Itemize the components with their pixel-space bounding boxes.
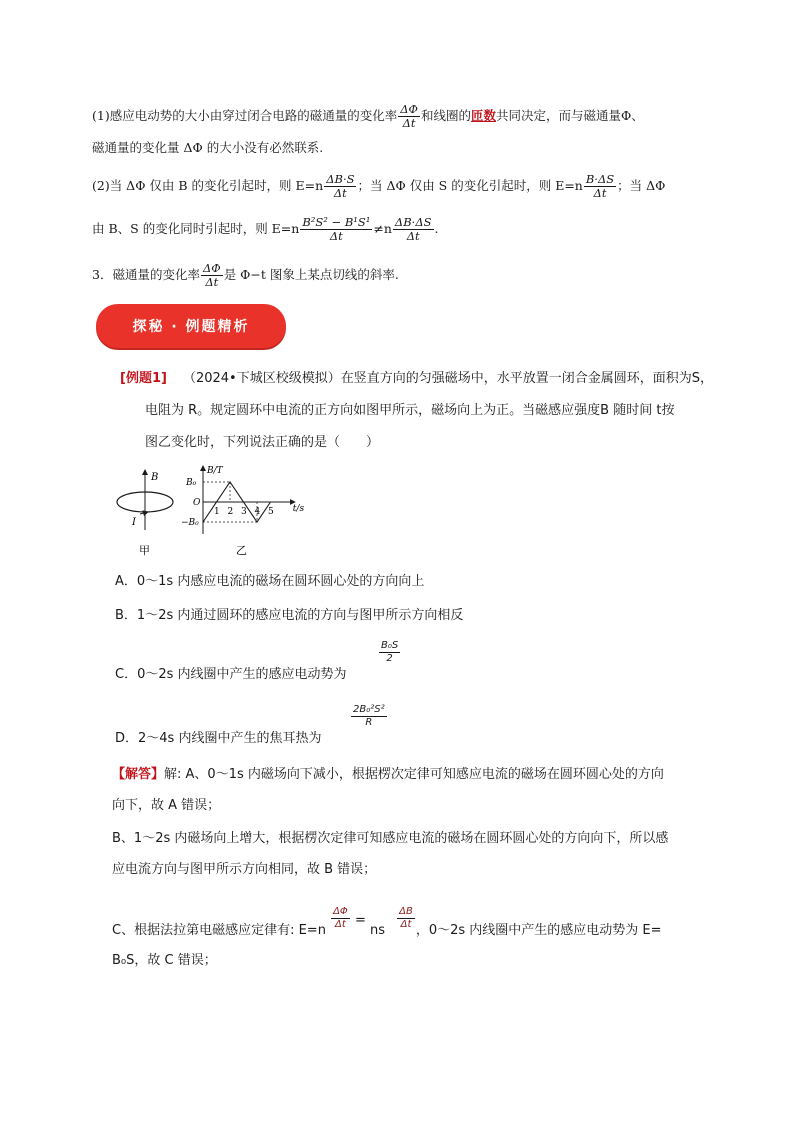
tick-t-5: 5	[268, 507, 274, 517]
b-field-label: B	[151, 472, 159, 483]
note-1-text-b: 和线圈的	[420, 108, 471, 123]
answer-fraction-1: $\frac{\Delta\Phi}{\Delta t}$	[333, 906, 348, 930]
note-1-text-c: 共同决定，而与磁通量Φ、	[495, 108, 644, 123]
b-t-graph	[181, 466, 304, 534]
answer-line-3: B、1～2s 内磁场向上增大，根据楞次定律可知感应电流的磁场在圆环圆心处的方向向下，所以感	[112, 831, 669, 846]
note-3-fraction: $\frac{\Delta\Phi}{\Delta t}$	[202, 261, 221, 289]
figure-yi-label: 乙	[236, 544, 247, 557]
answer-line-1: 【解答】解: A、0～1s 内磁场向下减小，根据楞次定律可知感应电流的磁场在圆环圆心处的方向	[112, 767, 664, 782]
tick-b0: B₀	[186, 478, 197, 488]
section-banner: 探秘 · 例题精析	[96, 304, 286, 348]
example-tag: [例题1]	[120, 371, 167, 386]
note-1-text-a: (1)感应电动势的大小由穿过闭合电路的磁通量的变化率	[92, 108, 398, 123]
note-2-fraction-4: $\frac{\Delta B\cdot\Delta S}{\Delta t}$	[394, 215, 432, 243]
option-d: D．2～4s 内线圈中产生的焦耳热为	[115, 731, 322, 746]
figure-jia-label: 甲	[139, 544, 150, 557]
note-2-fraction-1: $\frac{\Delta B\cdot S}{\Delta t}$	[326, 172, 355, 200]
option-c: C．0～2s 内线圈中产生的感应电动势为	[115, 667, 347, 682]
answer-line-6: B₀S，故 C 错误；	[112, 953, 217, 968]
answer-line-4: 应电流方向与图甲所示方向相同，故 B 错误；	[112, 862, 377, 877]
example-line-1: [例题1] （2024•下城区校级模拟）在竖直方向的匀强磁场中，水平放置一闭合金属圆环，面积为S，	[120, 371, 713, 386]
x-axis-label: t/s	[292, 504, 305, 514]
note-2-fraction-3: $\frac{\text{B²S² − B¹S¹}}{\Delta t}$	[302, 215, 371, 243]
origin-label: O	[193, 498, 201, 508]
note-2-fraction-2: $\frac{B\cdot\Delta S}{\Delta t}$	[585, 172, 615, 200]
tick-t-3: 3	[241, 507, 247, 517]
answer-tag: 【解答】	[112, 767, 165, 782]
note-1-line-2: 磁通量的变化量 ΔΦ 的大小没有必然联系.	[92, 140, 324, 155]
tick-neg-b0: −B₀	[181, 518, 199, 528]
note-1-fraction: $\frac{\Delta\Phi}{\Delta t}$	[400, 102, 418, 130]
answer-fraction-2: $\frac{\Delta B}{\Delta t}$	[399, 906, 413, 930]
current-label: I	[132, 517, 136, 528]
highlight-turns: 匝数	[470, 108, 496, 123]
option-c-formula: $\frac{\text{B₀S}}{2}$	[381, 640, 399, 664]
answer-line-5: C、根据法拉第电磁感应定律有: E=n $\frac{\Delta\Phi}{\Delta t}$ = ns $\frac{\Delta B}{\Delta t}$ ，0～2s 内线圈中产生的感应电动势为 E=	[112, 906, 662, 938]
note-2-line-1: (2)当 ΔΦ 仅由 B 的变化引起时，则 E=n $\frac{\Delta B\cdot S}{\Delta t}$ ；当 ΔΦ 仅由 S 的变化引起时，则 E=n $\frac{B\cdot\Delta S}{\Delta t}$ ；当 ΔΦ	[92, 172, 666, 200]
tick-t-1: 1	[214, 507, 220, 517]
note-1-line-1	[92, 103, 644, 130]
tick-t-2: 2	[227, 507, 234, 517]
ring-figure	[117, 470, 173, 557]
option-d-formula: $\frac{\text{2B₀²S²}}{R}$	[353, 704, 385, 728]
answer-line-2: 向下，故 A 错误；	[112, 798, 221, 813]
figure-jia-yi	[110, 462, 320, 562]
note-2-line-2: 由 B、S 的变化同时引起时，则 E=n $\frac{\text{B²S² − B¹S¹}}{\Delta t}$ ≠n $\frac{\Delta B\cdot\Delta S}{\Delta t}$ .	[92, 215, 439, 243]
example-line-3: 图乙变化时，下列说法正确的是（ ）	[145, 435, 380, 450]
y-axis-label: B/T	[207, 466, 223, 476]
example-line-2: 电阻为 R。规定圆环中电流的正方向如图甲所示，磁场向上为正。当磁感应强度B 随时间 t按	[145, 403, 675, 418]
note-3: 3．磁通量的变化率 $\frac{\Delta\Phi}{\Delta t}$ 是 Φ−t 图象上某点切线的斜率.	[92, 261, 399, 289]
option-b: B．1～2s 内通过圆环的感应电流的方向与图甲所示方向相反	[115, 608, 464, 623]
option-a: A．0～1s 内感应电流的磁场在圆环圆心处的方向向上	[115, 574, 425, 589]
tick-t-4: 4	[254, 507, 261, 517]
